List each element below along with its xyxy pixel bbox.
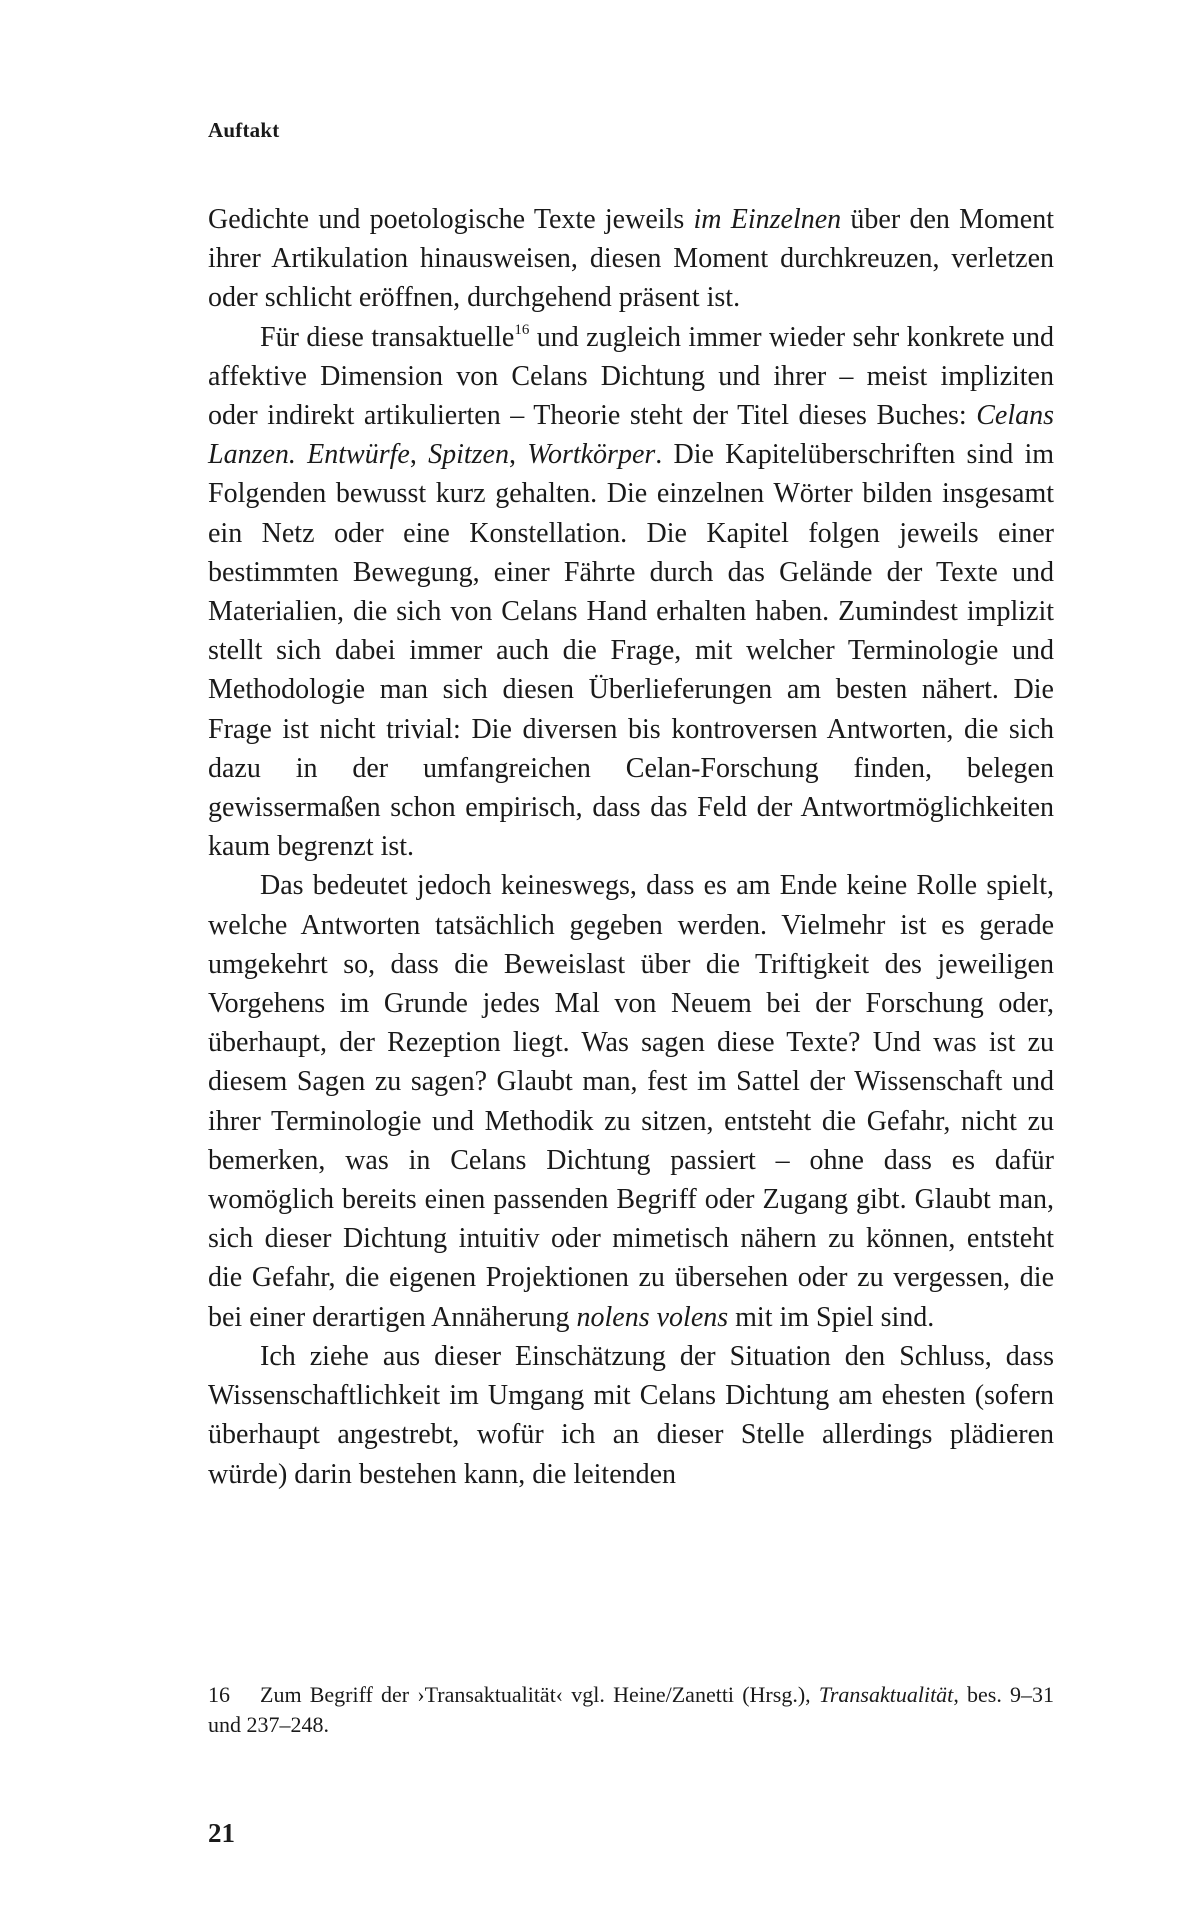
page-number: 21	[208, 1818, 235, 1848]
footnote	[208, 1680, 1054, 1740]
text-run: über den Moment ihrer Artikulation hinausweisen, diesen Moment durchkreuzen, verletzen oder schlicht eröffnen, durchgehend präsent ist.	[208, 204, 1055, 314]
italic-run: nolens volens	[576, 1301, 729, 1333]
footnote-italic: Transaktualität	[818, 1682, 954, 1707]
text-run: Das bedeutet jedoch keineswegs, dass es am Ende keine Rolle spielt, welche Antworten tatsächlich gegeben werden. Vielmehr ist es gerade umgekehrt so, dass die Beweislast über die Triftigkeit des jeweiligen Vorgehens im Grunde jedes Mal von Neuem bei der Forschung oder, überhaupt, der Rezeption liegt. Was sagen diese Texte? Und was ist zu diesem Sagen zu sagen? Glaubt man, fest im Sattel der Wissenschaft und ihrer Terminologie und Methodik zu sitzen, entsteht die Gefahr, nicht zu bemerken, was in Celans Dichtung passiert – ohne dass es dafür womöglich bereits einen passenden Begriff oder Zugang gibt. Glaubt man, sich dieser Dichtung intuitiv oder mimetisch nähern zu können, entsteht die Gefahr, die eigenen Projektionen zu übersehen oder zu vergessen, die bei einer derartigen Annäherung	[208, 870, 1054, 1333]
text-run: Für diese transaktuelle	[260, 321, 515, 353]
running-head: Auftakt	[208, 118, 280, 142]
italic-run: im Einzelnen	[693, 204, 842, 235]
text-run: ,	[409, 439, 429, 471]
body-text	[208, 200, 1054, 1494]
text-run: mit im Spiel sind.	[728, 1301, 935, 1333]
paragraph	[208, 318, 1054, 867]
footnote-marker: 16	[514, 321, 530, 338]
italic-run: Wortkörper	[527, 439, 656, 471]
footnote-text: , bes. 9–31 und 237–248.	[208, 1682, 1054, 1737]
italic-run: Spitzen	[428, 439, 509, 471]
paragraph	[208, 866, 1054, 1336]
footnote-number: 16	[208, 1682, 230, 1707]
italic-run: Celans Lanzen. Entwürfe	[208, 400, 1054, 471]
text-run: Ich ziehe aus dieser Einschätzung der Situation den Schluss, dass Wissenschaftlichkeit im Umgang mit Celans Dichtung am ehesten (sofern überhaupt angestrebt, wofür ich an dieser Stelle allerdings plädieren würde) darin bestehen kann, die leitenden	[208, 1340, 1054, 1490]
footnote-text: Zum Begriff der ›Transaktualität‹ vgl. Heine/Zanetti (Hrsg.),	[260, 1682, 819, 1707]
paragraph	[208, 200, 1054, 318]
text-run: und zugleich immer wieder sehr konkrete und affektive Dimension von Celans Dichtung und ihrer – meist impliziten oder indirekt artikulierten – Theorie steht der Titel dieses Buches:	[208, 321, 1054, 432]
paragraph	[208, 1337, 1054, 1494]
text-run: . Die Kapitelüberschriften sind im Folgenden bewusst kurz gehalten. Die einzelnen Wörter bilden insgesamt ein Netz oder eine Konstellation. Die Kapitel folgen jeweils einer bestimmten Bewegung, einer Fährte durch das Gelände der Texte und Materialien, die sich von Celans Hand erhalten haben. Zumindest implizit stellt sich dabei immer auch die Frage, mit welcher Terminologie und Methodologie man sich diesen Überlieferungen am besten nähert. Die Frage ist nicht trivial: Die diversen bis kontroversen Antworten, die sich dazu in der umfangreichen Celan-Forschung finden, belegen gewissermaßen schon empirisch, dass das Feld der Antwortmöglichkeiten kaum begrenzt ist.	[208, 439, 1055, 863]
text-run: Gedichte und poetologische Texte jeweils	[208, 204, 694, 235]
text-run: ,	[508, 439, 528, 471]
